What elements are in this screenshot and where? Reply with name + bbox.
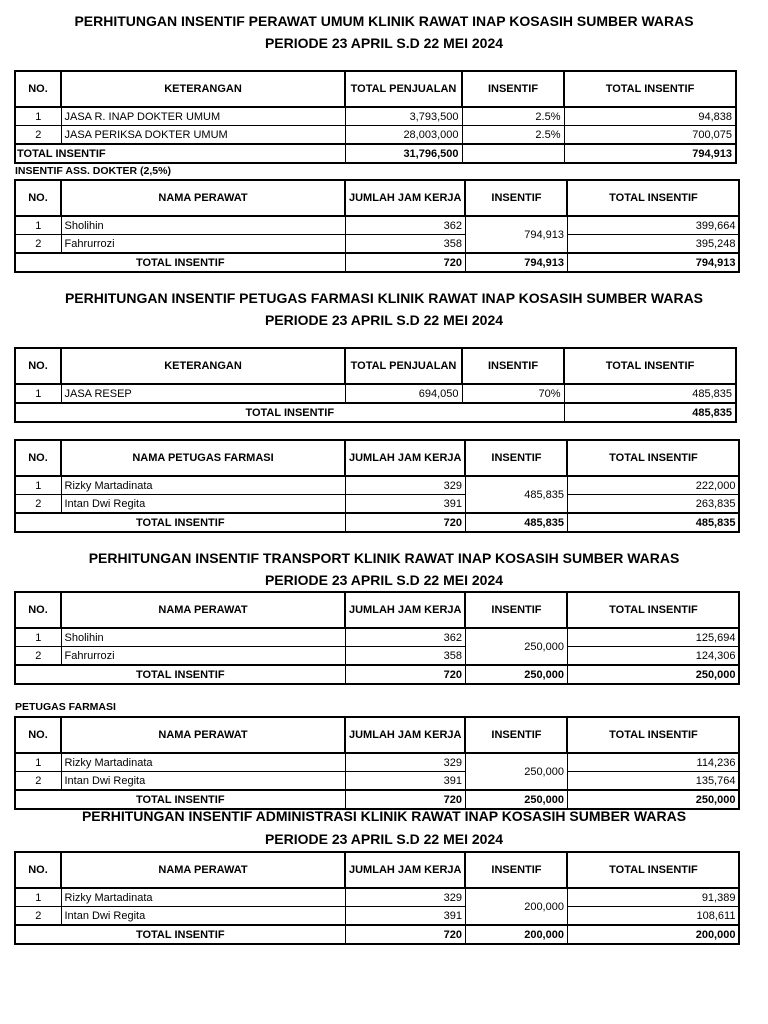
cell-insentif: 70% bbox=[462, 384, 564, 403]
section3-period: PERIODE 23 APRIL S.D 22 MEI 2024 bbox=[264, 572, 504, 588]
cell-insentif: 2.5% bbox=[462, 107, 564, 126]
col-jam-kerja: JUMLAH JAM KERJA bbox=[345, 180, 465, 216]
section4-period: PERIODE 23 APRIL S.D 22 MEI 2024 bbox=[264, 831, 504, 847]
cell-jam: 358 bbox=[345, 647, 465, 666]
cell-penjualan: 28,003,000 bbox=[345, 126, 462, 145]
table-header bbox=[15, 440, 739, 476]
section2-title: PERHITUNGAN INSENTIF PETUGAS FARMASI KLINIK RAWAT INAP KOSASIH SUMBER WARAS bbox=[64, 290, 704, 306]
col-jam-kerja: JUMLAH JAM KERJA bbox=[345, 592, 465, 628]
cell-total-insentif: 399,664 bbox=[567, 216, 739, 235]
table-header bbox=[15, 180, 739, 216]
total-row bbox=[15, 925, 739, 944]
total-jam: 720 bbox=[345, 513, 465, 532]
col-jam-kerja: JUMLAH JAM KERJA bbox=[345, 852, 465, 888]
total-total-insentif: 794,913 bbox=[567, 253, 739, 272]
total-total-insentif: 200,000 bbox=[567, 925, 739, 944]
farmasi-distribution-table bbox=[14, 439, 740, 533]
total-row bbox=[15, 253, 739, 272]
total-row bbox=[15, 403, 736, 422]
cell-insentif: 2.5% bbox=[462, 126, 564, 145]
cell-total-insentif: 114,236 bbox=[567, 753, 739, 772]
col-total-insentif: TOTAL INSENTIF bbox=[567, 852, 739, 888]
table-row bbox=[15, 647, 739, 666]
total-label: TOTAL INSENTIF bbox=[15, 925, 345, 944]
total-insentif: 485,835 bbox=[564, 403, 736, 422]
total-row bbox=[15, 513, 739, 532]
cell-total-insentif: 222,000 bbox=[567, 476, 739, 495]
cell-nama: Fahrurrozi bbox=[61, 235, 345, 254]
cell-nama: Intan Dwi Regita bbox=[61, 907, 345, 926]
cell-total-insentif: 700,075 bbox=[564, 126, 736, 145]
total-label: TOTAL INSENTIF bbox=[15, 144, 345, 163]
perawat-umum-distribution-table bbox=[14, 179, 740, 273]
total-jam: 720 bbox=[345, 790, 465, 809]
col-no: NO. bbox=[15, 852, 61, 888]
total-label: TOTAL INSENTIF bbox=[15, 253, 345, 272]
col-keterangan: KETERANGAN bbox=[61, 348, 345, 384]
farmasi-sales-table bbox=[14, 347, 737, 423]
col-no: NO. bbox=[15, 71, 61, 107]
col-insentif: INSENTIF bbox=[465, 180, 567, 216]
cell-total-insentif: 395,248 bbox=[567, 235, 739, 254]
cell-insentif-merged: 250,000 bbox=[465, 628, 567, 665]
cell-jam: 329 bbox=[345, 476, 465, 495]
cell-no: 1 bbox=[15, 384, 61, 403]
table-row bbox=[15, 495, 739, 514]
cell-jam: 362 bbox=[345, 628, 465, 647]
total-total-insentif: 250,000 bbox=[567, 665, 739, 684]
total-total-insentif: 250,000 bbox=[567, 790, 739, 809]
cell-nama: Rizky Martadinata bbox=[61, 888, 345, 907]
col-total-insentif: TOTAL INSENTIF bbox=[564, 71, 736, 107]
cell-keterangan: JASA R. INAP DOKTER UMUM bbox=[61, 107, 345, 126]
total-insentif: 250,000 bbox=[465, 665, 567, 684]
cell-nama: Sholihin bbox=[61, 628, 345, 647]
cell-no: 1 bbox=[15, 476, 61, 495]
cell-nama: Rizky Martadinata bbox=[61, 753, 345, 772]
cell-jam: 358 bbox=[345, 235, 465, 254]
col-insentif: INSENTIF bbox=[462, 71, 564, 107]
section1-title: PERHITUNGAN INSENTIF PERAWAT UMUM KLINIK RAWAT INAP KOSASIH SUMBER WARAS bbox=[74, 13, 694, 29]
col-jam-kerja: JUMLAH JAM KERJA bbox=[345, 717, 465, 753]
col-insentif: INSENTIF bbox=[465, 717, 567, 753]
total-row bbox=[15, 665, 739, 684]
col-total-insentif: TOTAL INSENTIF bbox=[567, 440, 739, 476]
table-row bbox=[15, 888, 739, 907]
col-no: NO. bbox=[15, 348, 61, 384]
col-no: NO. bbox=[15, 440, 61, 476]
col-insentif: INSENTIF bbox=[465, 592, 567, 628]
col-nama-perawat: NAMA PERAWAT bbox=[61, 592, 345, 628]
total-label: TOTAL INSENTIF bbox=[15, 665, 345, 684]
col-total-insentif: TOTAL INSENTIF bbox=[567, 717, 739, 753]
total-insentif: 794,913 bbox=[465, 253, 567, 272]
table-row bbox=[15, 216, 739, 235]
total-insentif: 485,835 bbox=[465, 513, 567, 532]
cell-keterangan: JASA RESEP bbox=[61, 384, 345, 403]
total-jam: 720 bbox=[345, 925, 465, 944]
total-penjualan: 31,796,500 bbox=[345, 144, 462, 163]
col-insentif: INSENTIF bbox=[465, 440, 567, 476]
cell-total-insentif: 125,694 bbox=[567, 628, 739, 647]
total-label: TOTAL INSENTIF bbox=[15, 403, 564, 422]
cell-no: 1 bbox=[15, 753, 61, 772]
table-header bbox=[15, 717, 739, 753]
table-row bbox=[15, 384, 736, 403]
cell-jam: 391 bbox=[345, 495, 465, 514]
cell-jam: 362 bbox=[345, 216, 465, 235]
cell-nama: Rizky Martadinata bbox=[61, 476, 345, 495]
total-jam: 720 bbox=[345, 253, 465, 272]
cell-nama: Fahrurrozi bbox=[61, 647, 345, 666]
table-row bbox=[15, 107, 736, 126]
cell-jam: 329 bbox=[345, 753, 465, 772]
table-row bbox=[15, 476, 739, 495]
cell-total-insentif: 263,835 bbox=[567, 495, 739, 514]
cell-no: 2 bbox=[15, 495, 61, 514]
table-row bbox=[15, 753, 739, 772]
cell-jam: 391 bbox=[345, 772, 465, 791]
col-total-penjualan: TOTAL PENJUALAN bbox=[345, 71, 462, 107]
table-header bbox=[15, 852, 739, 888]
cell-insentif-merged: 250,000 bbox=[465, 753, 567, 790]
cell-penjualan: 3,793,500 bbox=[345, 107, 462, 126]
cell-no: 2 bbox=[15, 647, 61, 666]
cell-no: 2 bbox=[15, 235, 61, 254]
cell-no: 1 bbox=[15, 216, 61, 235]
total-label: TOTAL INSENTIF bbox=[15, 513, 345, 532]
total-row bbox=[15, 144, 736, 163]
cell-nama: Intan Dwi Regita bbox=[61, 495, 345, 514]
cell-no: 1 bbox=[15, 628, 61, 647]
transport-farmasi-table bbox=[14, 716, 740, 810]
total-insentif: 200,000 bbox=[465, 925, 567, 944]
table-header bbox=[15, 592, 739, 628]
col-nama-perawat: NAMA PERAWAT bbox=[61, 852, 345, 888]
cell-jam: 329 bbox=[345, 888, 465, 907]
cell-total-insentif: 91,389 bbox=[567, 888, 739, 907]
total-label: TOTAL INSENTIF bbox=[15, 790, 345, 809]
cell-total-insentif: 135,764 bbox=[567, 772, 739, 791]
cell-no: 2 bbox=[15, 772, 61, 791]
section2-period: PERIODE 23 APRIL S.D 22 MEI 2024 bbox=[264, 312, 504, 328]
cell-total-insentif: 108,611 bbox=[567, 907, 739, 926]
col-jam-kerja: JUMLAH JAM KERJA bbox=[345, 440, 465, 476]
cell-nama: Intan Dwi Regita bbox=[61, 772, 345, 791]
col-nama-perawat: NAMA PERAWAT bbox=[61, 717, 345, 753]
col-total-insentif: TOTAL INSENTIF bbox=[567, 180, 739, 216]
cell-nama: Sholihin bbox=[61, 216, 345, 235]
col-insentif: INSENTIF bbox=[462, 348, 564, 384]
cell-keterangan: JASA PERIKSA DOKTER UMUM bbox=[61, 126, 345, 145]
col-total-insentif: TOTAL INSENTIF bbox=[567, 592, 739, 628]
col-no: NO. bbox=[15, 717, 61, 753]
cell-penjualan: 694,050 bbox=[345, 384, 462, 403]
col-no: NO. bbox=[15, 180, 61, 216]
col-insentif: INSENTIF bbox=[465, 852, 567, 888]
total-insentif: 794,913 bbox=[564, 144, 736, 163]
cell-no: 2 bbox=[15, 907, 61, 926]
table-header bbox=[15, 71, 736, 107]
cell-jam: 391 bbox=[345, 907, 465, 926]
table-row bbox=[15, 628, 739, 647]
cell-insentif-merged: 485,835 bbox=[465, 476, 567, 513]
col-nama-petugas: NAMA PETUGAS FARMASI bbox=[61, 440, 345, 476]
table-row bbox=[15, 235, 739, 254]
petugas-farmasi-label: PETUGAS FARMASI bbox=[15, 701, 116, 713]
cell-no: 1 bbox=[15, 107, 61, 126]
ass-dokter-label: INSENTIF ASS. DOKTER (2,5%) bbox=[15, 165, 171, 177]
section4-title: PERHITUNGAN INSENTIF ADMINISTRASI KLINIK RAWAT INAP KOSASIH SUMBER WARAS bbox=[81, 808, 687, 824]
cell-total-insentif: 94,838 bbox=[564, 107, 736, 126]
perawat-umum-sales-table bbox=[14, 70, 737, 164]
col-nama-perawat: NAMA PERAWAT bbox=[61, 180, 345, 216]
transport-perawat-table bbox=[14, 591, 740, 685]
cell-insentif-merged: 794,913 bbox=[465, 216, 567, 253]
total-total-insentif: 485,835 bbox=[567, 513, 739, 532]
cell-total-insentif: 485,835 bbox=[564, 384, 736, 403]
col-keterangan: KETERANGAN bbox=[61, 71, 345, 107]
total-jam: 720 bbox=[345, 665, 465, 684]
cell-insentif-merged: 200,000 bbox=[465, 888, 567, 925]
administrasi-table bbox=[14, 851, 740, 945]
table-header bbox=[15, 348, 736, 384]
section3-title: PERHITUNGAN INSENTIF TRANSPORT KLINIK RAWAT INAP KOSASIH SUMBER WARAS bbox=[88, 550, 680, 566]
col-total-penjualan: TOTAL PENJUALAN bbox=[345, 348, 462, 384]
table-row bbox=[15, 126, 736, 145]
section1-period: PERIODE 23 APRIL S.D 22 MEI 2024 bbox=[264, 35, 504, 51]
total-insentif: 250,000 bbox=[465, 790, 567, 809]
cell-total-insentif: 124,306 bbox=[567, 647, 739, 666]
table-row bbox=[15, 772, 739, 791]
table-row bbox=[15, 907, 739, 926]
col-total-insentif: TOTAL INSENTIF bbox=[564, 348, 736, 384]
col-no: NO. bbox=[15, 592, 61, 628]
cell-no: 2 bbox=[15, 126, 61, 145]
total-empty bbox=[462, 144, 564, 163]
cell-no: 1 bbox=[15, 888, 61, 907]
